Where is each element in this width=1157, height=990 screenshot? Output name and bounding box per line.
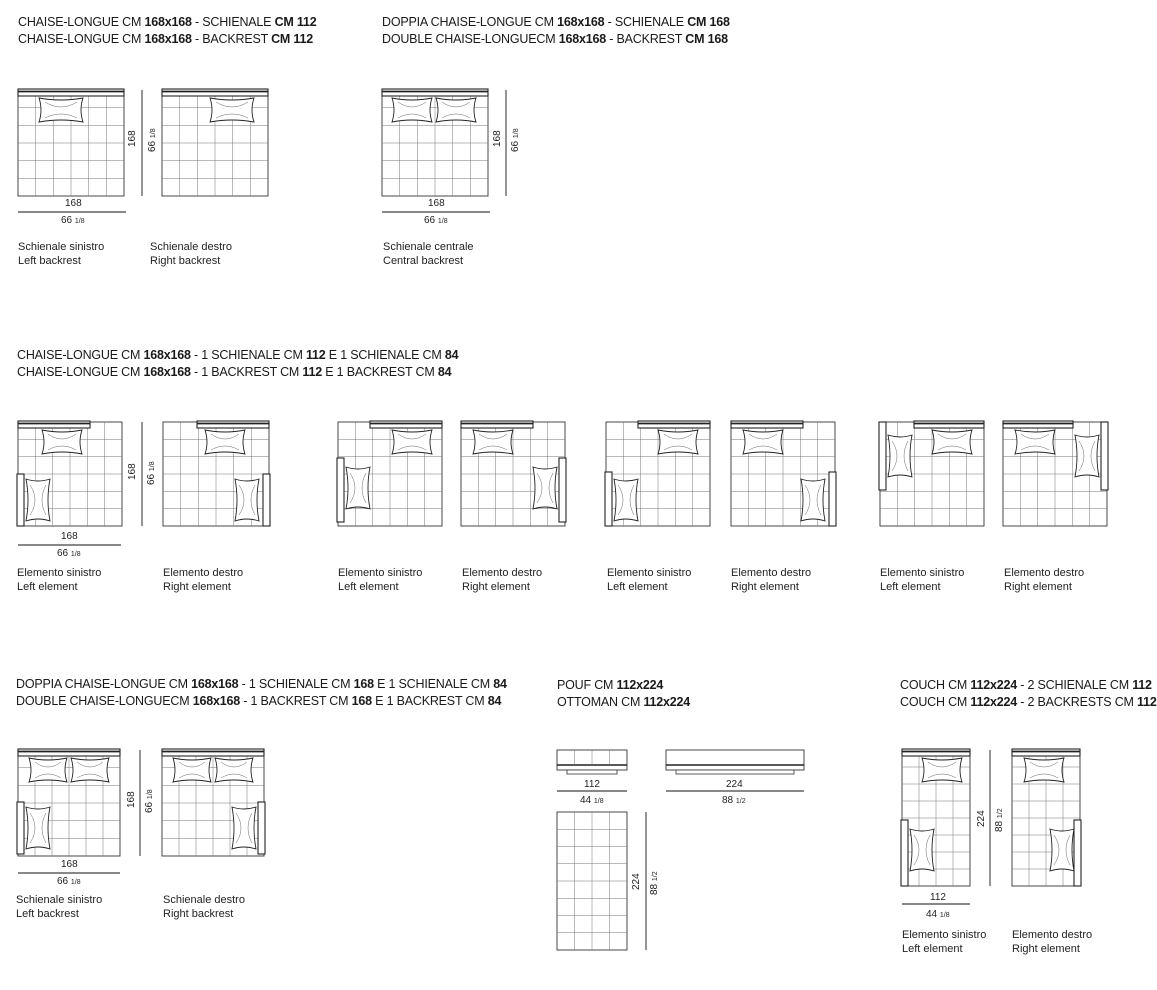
- dim-length-cm: 224: [976, 810, 987, 827]
- dim-width-in: 66 1/8: [61, 215, 85, 226]
- cushion: [26, 479, 50, 521]
- title-english: DOUBLE CHAISE-LONGUECM 168x168 - 1 BACKREST CM 168 E 1 BACKREST CM 84: [16, 694, 502, 708]
- caption-right-element: Elemento destro Right element: [1004, 567, 1085, 593]
- backrest: [18, 89, 124, 96]
- backrest: [901, 820, 908, 886]
- title-english: OTTOMAN CM 112x224: [557, 695, 691, 709]
- cushion: [39, 98, 83, 122]
- ottoman-base: [676, 770, 794, 774]
- cushion: [436, 98, 476, 122]
- sofa-module: [731, 421, 836, 526]
- backrest: [382, 89, 488, 96]
- caption-left-element: Elemento sinistro Left element: [607, 567, 692, 593]
- title-italian: DOPPIA CHAISE-LONGUE CM 168x168 - 1 SCHIENALE CM 168 E 1 SCHIENALE CM 84: [16, 677, 507, 691]
- title-italian: DOPPIA CHAISE-LONGUE CM 168x168 - SCHIENALE CM 168: [382, 15, 730, 29]
- cushion: [42, 430, 82, 454]
- cushion: [932, 430, 972, 454]
- dim-depth-in: 66 1/8: [146, 461, 157, 485]
- caption-right-element: Elemento destro Right element: [1012, 929, 1093, 955]
- dim-depth-in: 66 1/8: [510, 128, 521, 152]
- cushion: [922, 758, 962, 782]
- cushion: [210, 98, 254, 122]
- backrest: [829, 472, 836, 526]
- caption-right-backrest: Schienale destro Right backrest: [163, 894, 245, 920]
- backrest: [731, 421, 803, 428]
- caption-left-element: Elemento sinistro Left element: [902, 929, 987, 955]
- dim-width-cm: 112: [930, 892, 946, 903]
- dim-depth-cm: 168: [127, 463, 138, 480]
- backrest: [162, 749, 264, 756]
- dim-length-in: 88 1/2: [649, 871, 660, 895]
- caption-left-backrest: Schienale sinistro Left backrest: [18, 241, 105, 267]
- dim-width-cm: 168: [428, 198, 445, 209]
- cushion: [232, 807, 256, 849]
- cushion: [392, 98, 432, 122]
- ottoman-elevation: [557, 750, 627, 774]
- backrest: [197, 421, 269, 428]
- dim-length-cm: 224: [726, 779, 743, 790]
- backrest: [18, 421, 90, 428]
- cushion: [473, 430, 513, 454]
- title-english: CHAISE-LONGUE CM 168x168 - BACKREST CM 112: [18, 32, 313, 46]
- dim-width-in: 66 1/8: [424, 215, 448, 226]
- caption-left-element: Elemento sinistro Left element: [880, 567, 965, 593]
- backrest: [17, 802, 24, 854]
- cushion: [614, 479, 638, 521]
- title-italian: CHAISE-LONGUE CM 168x168 - SCHIENALE CM 112: [18, 15, 317, 29]
- caption-central-backrest: Schienale centrale Central backrest: [383, 241, 474, 267]
- ottoman-base: [567, 770, 617, 774]
- dim-depth-cm: 168: [126, 791, 137, 808]
- title-english: COUCH CM 112x224 - 2 BACKRESTS CM 112: [900, 695, 1157, 709]
- backrest: [1003, 421, 1073, 428]
- cushion: [533, 467, 557, 509]
- backrest: [461, 421, 533, 428]
- dim-depth-cm: 168: [492, 130, 503, 147]
- cushion: [26, 807, 50, 849]
- sofa-module: [18, 89, 124, 196]
- sofa-module: [17, 421, 122, 526]
- dim-width-cm: 112: [584, 779, 600, 790]
- sofa-module: [382, 89, 488, 196]
- cushion: [235, 479, 259, 521]
- caption-left-element: Elemento sinistro Left element: [338, 567, 423, 593]
- cushion: [801, 479, 825, 521]
- backrest: [914, 421, 984, 428]
- title-english: CHAISE-LONGUE CM 168x168 - 1 BACKREST CM 112 E 1 BACKREST CM 84: [17, 365, 452, 379]
- sofa-module: [337, 421, 442, 526]
- caption-left-element: Elemento sinistro Left element: [17, 567, 102, 593]
- cushion: [1075, 435, 1099, 477]
- dim-width-in: 66 1/8: [57, 876, 81, 887]
- sofa-module: [1012, 749, 1081, 886]
- cushion: [658, 430, 698, 454]
- backrest: [559, 458, 566, 522]
- dim-width-in: 66 1/8: [57, 548, 81, 559]
- sofa-module: [162, 749, 265, 856]
- title-italian: COUCH CM 112x224 - 2 SCHIENALE CM 112: [900, 678, 1152, 692]
- backrest: [18, 749, 120, 756]
- backrest: [902, 749, 970, 756]
- title-italian: CHAISE-LONGUE CM 168x168 - 1 SCHIENALE CM 112 E 1 SCHIENALE CM 84: [17, 348, 459, 362]
- caption-right-element: Elemento destro Right element: [731, 567, 812, 593]
- sofa-module: [17, 749, 120, 856]
- cushion: [910, 829, 934, 871]
- sofa-module: [163, 421, 270, 526]
- dim-width-in: 44 1/8: [580, 795, 604, 806]
- cushion: [346, 467, 370, 509]
- backrest: [370, 421, 442, 428]
- cushion: [29, 758, 67, 782]
- cushion: [71, 758, 109, 782]
- sofa-module: [605, 421, 710, 526]
- cushion: [1024, 758, 1064, 782]
- backrest: [258, 802, 265, 854]
- cushion: [888, 435, 912, 477]
- backrest: [17, 474, 24, 526]
- cushion: [215, 758, 253, 782]
- dim-depth-in: 66 1/8: [147, 128, 158, 152]
- dim-width-cm: 168: [65, 198, 82, 209]
- dim-width-cm: 168: [61, 859, 78, 870]
- backrest: [879, 422, 886, 490]
- sofa-module: [879, 421, 984, 526]
- dim-depth-cm: 168: [127, 130, 138, 147]
- dim-width-in: 44 1/8: [926, 909, 950, 920]
- cushion: [205, 430, 245, 454]
- dim-length-in: 88 1/2: [722, 795, 746, 806]
- sofa-module: [1003, 421, 1108, 526]
- title-italian: POUF CM 112x224: [557, 678, 664, 692]
- sofa-module: [901, 749, 970, 886]
- caption-left-backrest: Schienale sinistro Left backrest: [16, 894, 103, 920]
- caption-right-backrest: Schienale destro Right backrest: [150, 241, 232, 267]
- backrest: [162, 89, 268, 96]
- dim-width-cm: 168: [61, 531, 78, 542]
- backrest: [1012, 749, 1080, 756]
- sofa-module: [461, 421, 566, 526]
- cushion: [173, 758, 211, 782]
- dim-depth-in: 66 1/8: [144, 789, 155, 813]
- ottoman-top: [666, 750, 804, 770]
- caption-right-element: Elemento destro Right element: [462, 567, 543, 593]
- title-english: DOUBLE CHAISE-LONGUECM 168x168 - BACKREST CM 168: [382, 32, 728, 46]
- caption-right-element: Elemento destro Right element: [163, 567, 244, 593]
- dim-length-cm: 224: [631, 873, 642, 890]
- cushion: [1050, 829, 1074, 871]
- sofa-module: [557, 812, 627, 950]
- sofa-module: [162, 89, 268, 196]
- ottoman-side-elevation: [666, 750, 804, 774]
- backrest: [1074, 820, 1081, 886]
- cushion: [743, 430, 783, 454]
- cushion: [392, 430, 432, 454]
- dim-length-in: 88 1/2: [994, 808, 1005, 832]
- backrest: [605, 472, 612, 526]
- cushion: [1015, 430, 1055, 454]
- backrest: [1101, 422, 1108, 490]
- backrest: [263, 474, 270, 526]
- backrest: [337, 458, 344, 522]
- backrest: [638, 421, 710, 428]
